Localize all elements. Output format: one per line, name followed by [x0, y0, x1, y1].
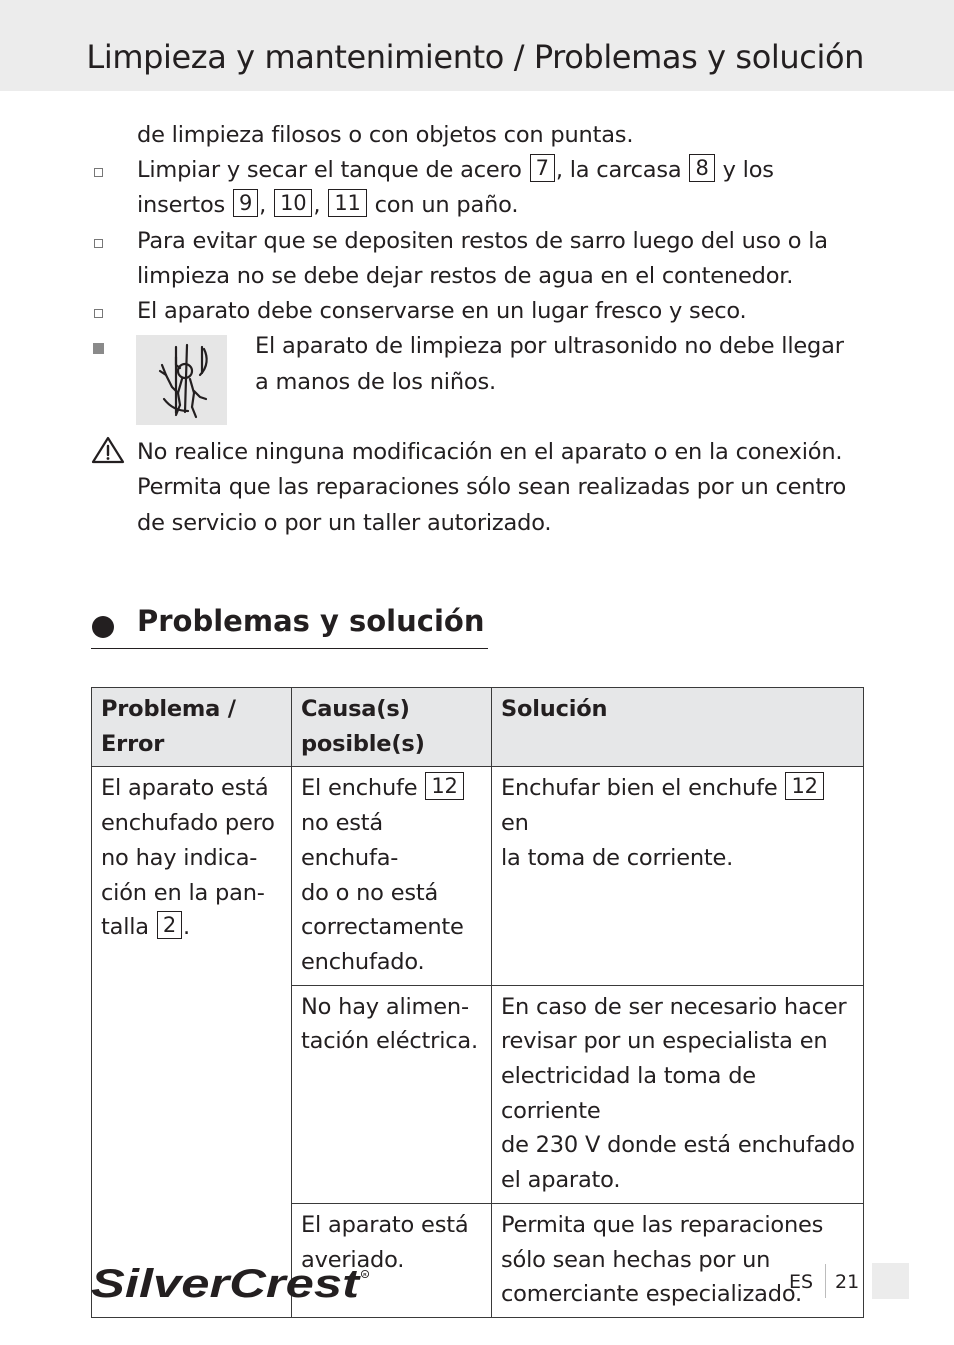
ref-badge: 2 [157, 911, 182, 939]
cause-cell: El aparato está averiado. [292, 1203, 492, 1317]
svg-text:R: R [363, 1271, 367, 1277]
section-heading [91, 604, 488, 649]
solution-cell: Enchufar bien el enchufe 12 en la toma de corriente. [492, 767, 864, 985]
item-children-line1: El aparato de limpieza por ultrasonido no debe llegar [255, 333, 844, 359]
bullet-icon [94, 168, 103, 177]
ref-badge: 12 [785, 772, 823, 800]
item-storage: El aparato debe conservarse en un lugar fresco y seco. [137, 298, 747, 324]
page-number: 21 [835, 1271, 860, 1293]
bullet-icon [94, 239, 103, 248]
bullet-icon [94, 309, 103, 318]
ref-badge: 7 [530, 154, 555, 182]
item-clean-line2: insertos 9 , 10 , 11 con un paño. [137, 191, 519, 218]
item-children-line2: a manos de los niños. [255, 369, 496, 395]
ref-badge: 9 [233, 189, 258, 217]
ref-badge: 10 [274, 189, 312, 217]
section-title: Problemas y solución [137, 604, 485, 638]
warning-line1: No realice ninguna modificación en el aparato o en la conexión. [137, 439, 843, 465]
troubleshooting-table [91, 687, 864, 1318]
ref-badge: 12 [425, 772, 463, 800]
footer-language: ES [789, 1271, 814, 1293]
ref-badge: 11 [328, 189, 366, 217]
table-row [92, 767, 864, 985]
brand-wordmark: SilverCrest [91, 1262, 362, 1305]
cause-cell: No hay alimen- tación eléctrica. [292, 985, 492, 1203]
continued-text: de limpieza filosos o con objetos con puntas. [137, 122, 634, 148]
solution-cell: En caso de ser necesario hacer revisar por un especialista en electricidad la toma de corriente de 230 V donde está enchufado el aparato. [492, 985, 864, 1203]
footer-separator [825, 1264, 826, 1298]
section-dot-icon [92, 616, 114, 638]
item-scale-line2: limpieza no se debe dejar restos de agua en el contenedor. [137, 263, 794, 289]
ref-badge: 8 [689, 154, 714, 182]
cause-cell: El enchufe 12 no está enchufa- do o no está correctamente enchufado. [292, 767, 492, 985]
warning-line3: de servicio o por un taller autorizado. [137, 510, 552, 536]
item-scale-line1: Para evitar que se depositen restos de sarro luego del uso o la [137, 228, 828, 254]
item-clean-line1: Limpiar y secar el tanque de acero 7 , la carcasa 8 y los [137, 156, 774, 183]
footer-tab-marker [872, 1263, 909, 1299]
table-header-row [92, 688, 864, 767]
warning-line2: Permita que las reparaciones sólo sean realizadas por un centro [137, 474, 847, 500]
header-cause: Causa(s) posible(s) [292, 688, 492, 767]
solution-cell: Permita que las reparaciones sólo sean hechas por un comerciante especializado. [492, 1203, 864, 1317]
bullet-filled-icon [93, 343, 104, 354]
header-problem: Problema / Error [92, 688, 292, 767]
page-title: Limpieza y mantenimiento / Problemas y solución [86, 38, 864, 76]
child-safety-icon [136, 335, 227, 425]
brand-logo [91, 1260, 376, 1309]
warning-icon [91, 436, 125, 468]
header-solution: Solución [492, 688, 864, 767]
problem-cell: El aparato está enchufado pero no hay indica- ción en la pan- talla 2 . [92, 767, 292, 1318]
